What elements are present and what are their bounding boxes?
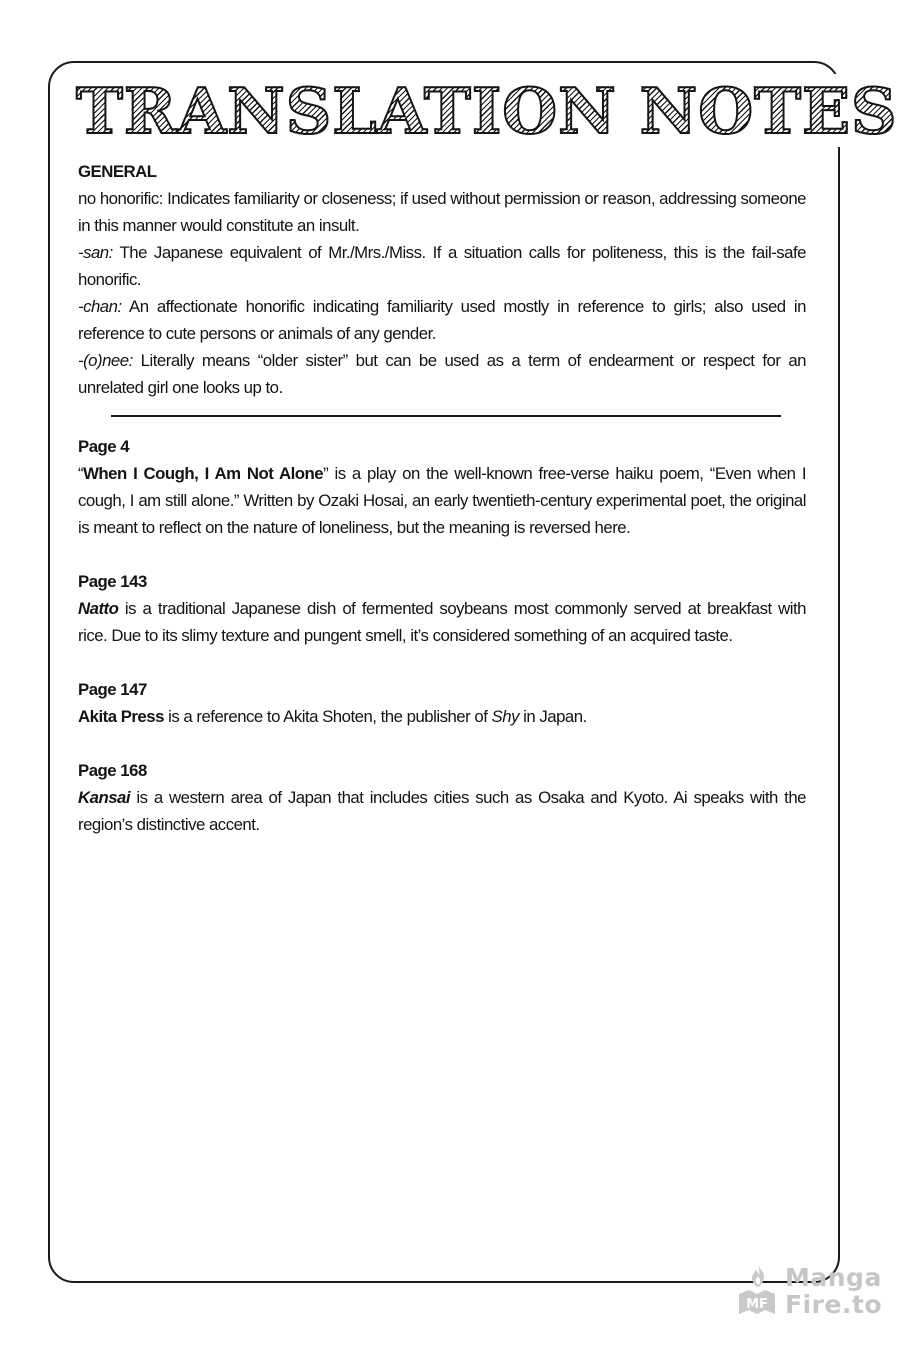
note-text-page-168: Kansai is a western area of Japan that includes cities such as Osaka and Kyoto. Ai speaks with the region’s distinctive accent. [78, 788, 806, 834]
general-entry-chan: -chan: An affectionate honorific indicating familiarity used mostly in reference to girls; also used in reference to cute persons or animals of any gender. [78, 297, 806, 343]
note-text-page-147: Akita Press is a reference to Akita Shoten, the publisher of Shy in Japan. [78, 707, 587, 726]
notes-body [78, 158, 806, 838]
watermark-text [785, 1264, 882, 1318]
watermark-line-1: Manga [785, 1263, 882, 1292]
watermark-line-2: Fire.to [785, 1290, 883, 1319]
general-entry-onee: -(o)nee: Literally means “older sister” but can be used as a term of endearment or respect for an unrelated girl one looks up to. [78, 351, 806, 397]
section-heading-general: GENERAL [78, 162, 157, 181]
flame-icon [747, 1264, 769, 1288]
note-heading-page-147: Page 147 [78, 680, 147, 699]
page-title: TRANSLATION NOTES [66, 74, 900, 147]
section-divider [111, 415, 781, 417]
watermark [735, 1262, 883, 1322]
general-entry-san: -san: The Japanese equivalent of Mr./Mrs./Miss. If a situation calls for politeness, this is the fail-safe honorific. [78, 243, 806, 289]
note-heading-page-4: Page 4 [78, 437, 130, 456]
general-entry-no-honorific: no honorific: Indicates familiarity or closeness; if used without permission or reason, addressing someone in this manner would constitute an insult. [78, 189, 806, 235]
svg-text:MF: MF [746, 1297, 768, 1312]
note-heading-page-168: Page 168 [78, 761, 147, 780]
note-text-page-4: “When I Cough, I Am Not Alone” is a play on the well-known free-verse haiku poem, “Even when I cough, I am still alone.” Written by Ozaki Hosai, an early twentieth-century experimental poet, the original is meant to reflect on the nature of loneliness, but the meaning is reversed here. [78, 464, 806, 537]
note-heading-page-143: Page 143 [78, 572, 147, 591]
mangafire-logo-icon [737, 1288, 777, 1318]
note-text-page-143: Natto is a traditional Japanese dish of fermented soybeans most commonly served at breakfast with rice. Due to its slimy texture and pungent smell, it’s considered something of an acquired taste. [78, 599, 806, 645]
